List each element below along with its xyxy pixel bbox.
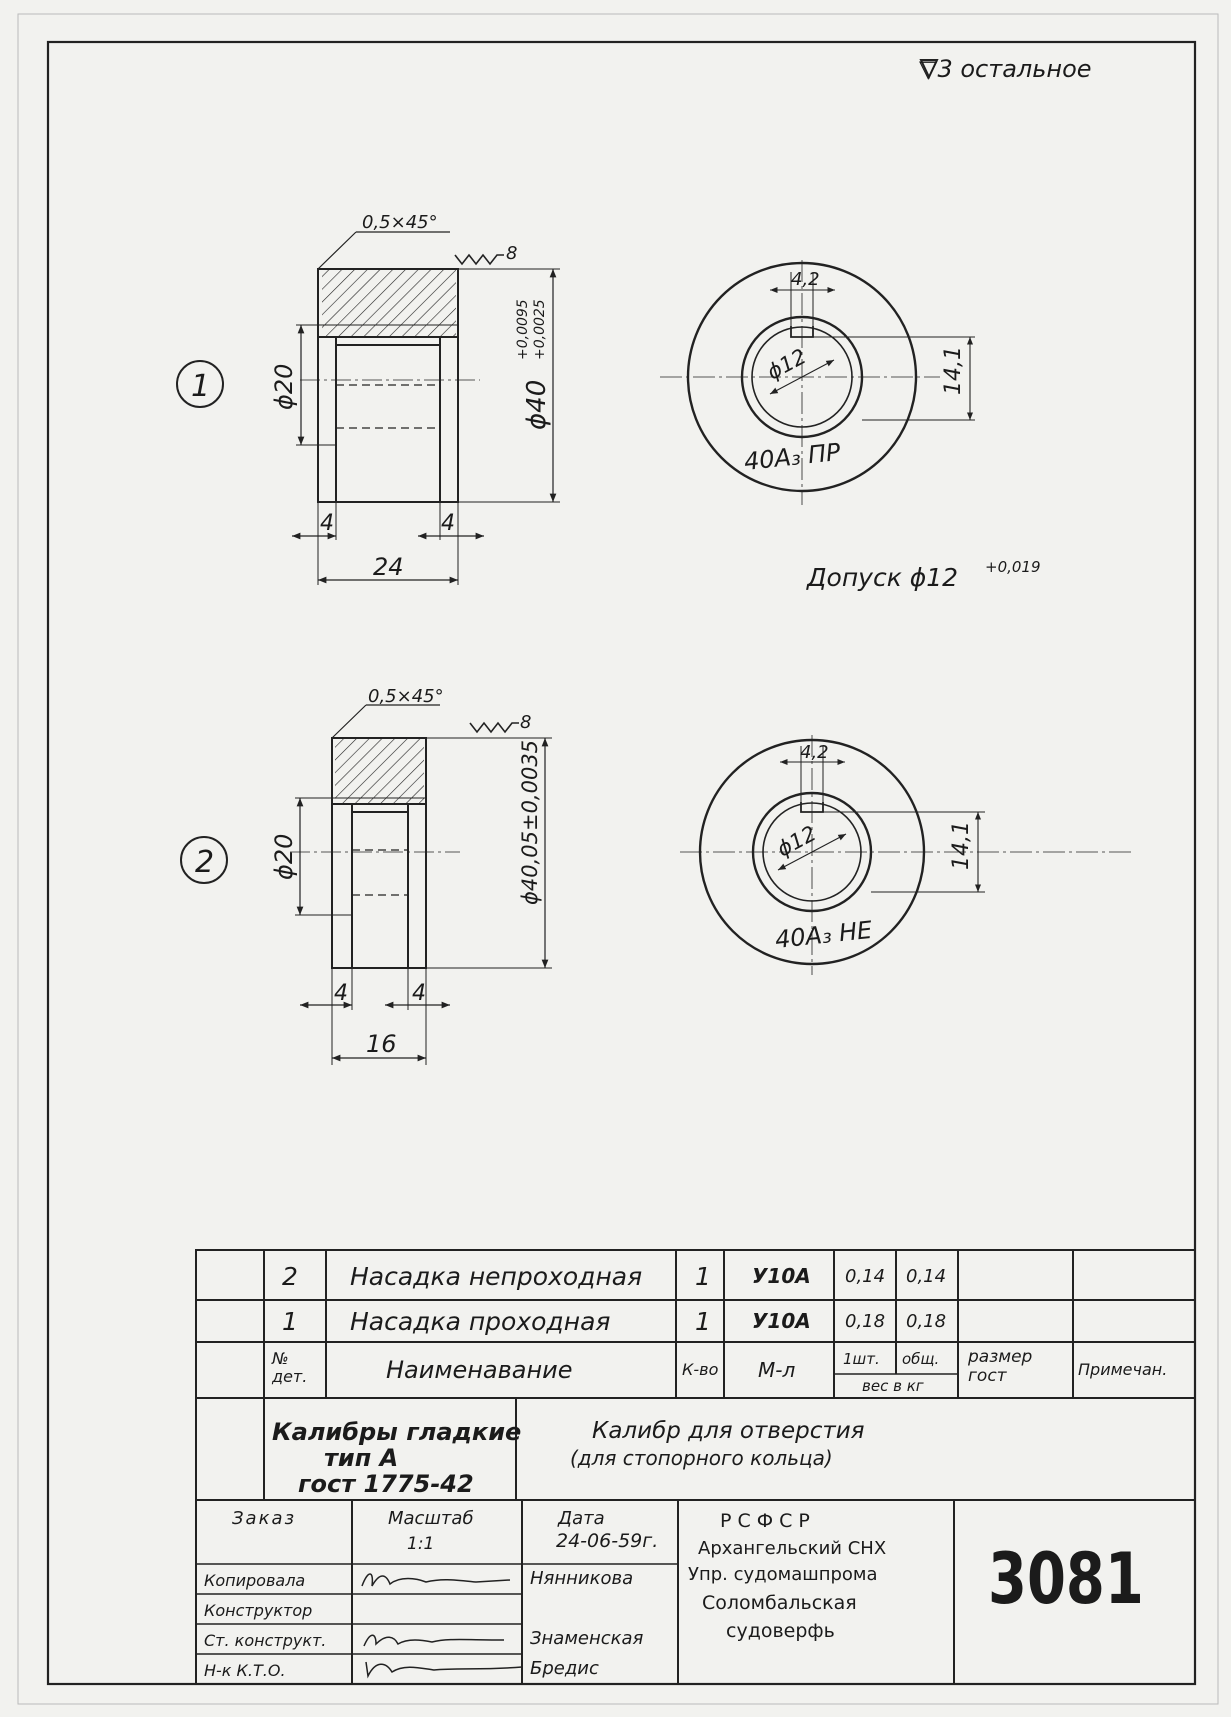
spec-header-weight: вес в кг bbox=[862, 1377, 924, 1395]
spec-header-size: размер гост bbox=[968, 1347, 1033, 1386]
role-label: Копировала bbox=[204, 1571, 306, 1590]
part2-chamfer: 0,5×45° bbox=[368, 686, 444, 707]
description-line: (для стопорного кольца) bbox=[570, 1446, 833, 1470]
part1-marking: 40А₃ ПР bbox=[742, 438, 842, 476]
gauge-type-line: тип А bbox=[324, 1444, 399, 1472]
part2-key-depth: 14,1 bbox=[949, 821, 974, 870]
part1-tol-lower: +0,0025 bbox=[532, 299, 548, 360]
spec-header-weight-each: 1шт. bbox=[843, 1350, 880, 1368]
part2-dim-right: 4 bbox=[412, 981, 426, 1006]
spec-header-qty: К-во bbox=[682, 1360, 719, 1379]
part2-bore: ϕ12 bbox=[773, 821, 821, 862]
part1-tol-upper: +0,0095 bbox=[515, 299, 531, 360]
role-label: Конструктор bbox=[204, 1601, 313, 1620]
surface-note: ▽3 остальное bbox=[919, 55, 1092, 83]
description-line: Калибр для отверстия bbox=[592, 1418, 865, 1444]
part2-marking: 40А₃ НЕ bbox=[773, 915, 874, 954]
tolerance-note: Допуск ϕ12 bbox=[807, 563, 959, 592]
spec-header-note: Примечан. bbox=[1078, 1360, 1168, 1379]
role-label: Н-к К.Т.О. bbox=[204, 1661, 286, 1680]
part1-dia-outer: ϕ40 bbox=[522, 379, 552, 430]
scale-value: 1:1 bbox=[407, 1534, 435, 1554]
part1-chamfer: 0,5×45° bbox=[362, 212, 438, 233]
org-line: РСФСР bbox=[720, 1510, 816, 1532]
order-label: Заказ bbox=[232, 1508, 297, 1529]
part2-end-view bbox=[680, 735, 1135, 975]
part2-dim-left: 4 bbox=[334, 981, 348, 1006]
org-line: судоверфь bbox=[726, 1620, 835, 1642]
spec-row-qty: 1 bbox=[695, 1307, 711, 1336]
spec-header-material: М-л bbox=[758, 1358, 796, 1382]
spec-row-weight-each: 0,14 bbox=[845, 1266, 886, 1287]
gauge-type-line: гост 1775-42 bbox=[298, 1470, 474, 1498]
spec-header-no: № дет. bbox=[272, 1349, 308, 1386]
spec-row-no: 1 bbox=[282, 1307, 298, 1336]
part1-width: 24 bbox=[373, 553, 404, 581]
part2-dia-outer: ϕ40,05±0,0035 bbox=[518, 739, 542, 905]
part2-roughness: 8 bbox=[520, 712, 532, 733]
part1-index: 1 bbox=[191, 369, 211, 404]
role-label: Ст. конструкт. bbox=[204, 1631, 327, 1650]
org-line: Упр. судомашпрома bbox=[688, 1564, 878, 1585]
role-name: Нянникова bbox=[530, 1568, 634, 1589]
signature bbox=[356, 1654, 526, 1682]
part1-key-width: 4,2 bbox=[791, 269, 820, 290]
role-name: Бредис bbox=[530, 1658, 599, 1679]
part1-roughness: 8 bbox=[506, 243, 518, 264]
spec-row-weight-total: 0,14 bbox=[906, 1266, 947, 1287]
drawing-number: 3081 bbox=[988, 1538, 1144, 1620]
spec-row-no: 2 bbox=[282, 1262, 298, 1291]
date-value: 24-06-59г. bbox=[556, 1530, 659, 1552]
spec-row-qty: 1 bbox=[695, 1262, 711, 1291]
org-line: Архангельский СНХ bbox=[698, 1538, 887, 1559]
signature bbox=[356, 1626, 516, 1654]
spec-row-material: У10А bbox=[752, 1309, 811, 1333]
spec-header-weight-total: общ. bbox=[902, 1350, 940, 1368]
spec-row-name: Насадка проходная bbox=[350, 1307, 611, 1336]
spec-row-weight-each: 0,18 bbox=[845, 1311, 886, 1332]
scale-label: Масштаб bbox=[388, 1508, 474, 1529]
part1-dia-inner: ϕ20 bbox=[270, 363, 298, 410]
part1-dim-left: 4 bbox=[320, 511, 334, 536]
spec-header-name: Наименавание bbox=[386, 1356, 573, 1384]
gauge-type-line: Калибры гладкие bbox=[272, 1418, 522, 1446]
spec-row-material: У10А bbox=[752, 1264, 811, 1288]
part1-bore: ϕ12 bbox=[763, 344, 811, 385]
tolerance-note-sup: +0,019 bbox=[985, 558, 1041, 576]
date-label: Дата bbox=[558, 1508, 605, 1529]
part1-dim-right: 4 bbox=[441, 511, 455, 536]
signature bbox=[356, 1566, 516, 1594]
org-line: Соломбальская bbox=[702, 1592, 857, 1614]
part2-key-width: 4,2 bbox=[800, 742, 829, 763]
spec-row-weight-total: 0,18 bbox=[906, 1311, 947, 1332]
part2-side-view bbox=[290, 705, 552, 1065]
part2-index: 2 bbox=[195, 845, 215, 880]
part2-width: 16 bbox=[366, 1030, 397, 1058]
spec-row-name: Насадка непроходная bbox=[350, 1262, 643, 1291]
part1-key-depth: 14,1 bbox=[941, 346, 966, 395]
role-name: Знаменская bbox=[530, 1628, 644, 1649]
part2-dia-inner: ϕ20 bbox=[270, 833, 298, 880]
